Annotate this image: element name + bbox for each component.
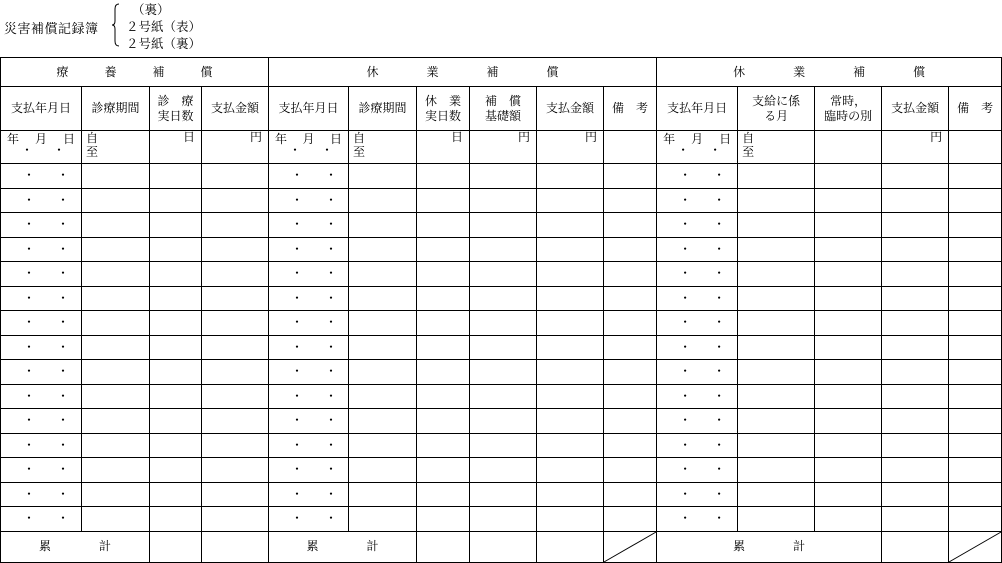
table-row [1, 507, 1002, 532]
table-cell[interactable] [537, 213, 604, 238]
table-cell[interactable] [82, 409, 150, 434]
date-cell[interactable]: ・・ [269, 433, 349, 458]
date-cell[interactable]: ・・ [1, 360, 82, 385]
table-cell[interactable] [470, 188, 537, 213]
table-cell[interactable] [417, 213, 470, 238]
table-cell[interactable] [815, 237, 882, 262]
table-cell[interactable] [882, 262, 949, 287]
table-cell[interactable] [949, 213, 1002, 238]
table-cell[interactable] [470, 384, 537, 409]
table-cell[interactable] [150, 507, 202, 532]
table-cell[interactable] [949, 237, 1002, 262]
date-cell[interactable]: ・・ [657, 213, 738, 238]
table-cell[interactable] [537, 335, 604, 360]
total-medical-days[interactable] [150, 531, 202, 562]
table-cell[interactable] [202, 188, 269, 213]
table-cell[interactable] [604, 482, 657, 507]
table-cell[interactable] [604, 164, 657, 189]
table-row [1, 213, 1002, 238]
section-medical: 療 養 補 償 [1, 58, 269, 87]
table-cell[interactable] [202, 482, 269, 507]
table-cell[interactable] [537, 311, 604, 336]
table-cell[interactable] [470, 311, 537, 336]
table-cell[interactable] [150, 286, 202, 311]
table-cell[interactable] [738, 262, 815, 287]
col-header-leave-1: 診療期間 [349, 87, 417, 131]
table-cell[interactable] [202, 335, 269, 360]
table-cell[interactable] [604, 286, 657, 311]
table-cell[interactable] [82, 262, 150, 287]
table-cell[interactable] [202, 286, 269, 311]
table-cell[interactable] [604, 409, 657, 434]
table-cell[interactable] [150, 164, 202, 189]
table-cell[interactable] [815, 507, 882, 532]
table-cell[interactable] [738, 409, 815, 434]
table-cell[interactable] [150, 360, 202, 385]
unit-row [1, 131, 1002, 164]
table-cell[interactable] [949, 164, 1002, 189]
table-row [1, 458, 1002, 483]
table-cell[interactable] [150, 213, 202, 238]
date-cell[interactable]: ・・ [269, 311, 349, 336]
total-label-leave: 累 計 [269, 531, 417, 562]
table-cell[interactable] [417, 311, 470, 336]
date-cell[interactable]: ・・ [657, 360, 738, 385]
total-leave2-remarks-diagonal [949, 531, 1002, 562]
table-cell[interactable] [82, 237, 150, 262]
date-cell[interactable]: ・・ [269, 237, 349, 262]
leave-period[interactable]: 自 至 [349, 131, 417, 164]
table-cell[interactable] [815, 360, 882, 385]
total-row [1, 531, 1002, 562]
table-cell[interactable] [537, 507, 604, 532]
table-cell[interactable] [738, 458, 815, 483]
table-cell[interactable] [150, 335, 202, 360]
date-cell[interactable]: ・・ [1, 237, 82, 262]
table-cell[interactable] [417, 482, 470, 507]
table-cell[interactable] [202, 237, 269, 262]
table-cell[interactable] [738, 237, 815, 262]
table-cell[interactable] [417, 164, 470, 189]
table-cell[interactable] [417, 237, 470, 262]
table-cell[interactable] [82, 507, 150, 532]
compensation-register-table [0, 57, 1002, 563]
medical-period[interactable]: 自 至 [82, 131, 150, 164]
table-cell[interactable] [815, 482, 882, 507]
table-cell[interactable] [604, 311, 657, 336]
leave2-pay-date[interactable]: 年 月 日 ・・ [657, 131, 738, 164]
table-cell[interactable] [417, 458, 470, 483]
col-header-leave2-0: 支払年月日 [657, 87, 738, 131]
table-cell[interactable] [470, 286, 537, 311]
table-cell[interactable] [202, 360, 269, 385]
table-row [1, 360, 1002, 385]
col-header-medical-2: 診 療 実日数 [150, 87, 202, 131]
table-cell[interactable] [82, 384, 150, 409]
table-cell[interactable] [202, 458, 269, 483]
table-cell[interactable] [738, 164, 815, 189]
date-cell[interactable]: ・・ [1, 335, 82, 360]
date-cell[interactable]: ・・ [1, 482, 82, 507]
table-cell[interactable] [82, 458, 150, 483]
col-header-leave2-1: 支給に係 る月 [738, 87, 815, 131]
table-cell[interactable] [738, 286, 815, 311]
date-cell[interactable]: ・・ [1, 433, 82, 458]
table-cell[interactable] [949, 384, 1002, 409]
date-cell[interactable]: ・・ [269, 286, 349, 311]
table-cell[interactable] [604, 262, 657, 287]
table-cell[interactable] [470, 213, 537, 238]
table-cell[interactable] [815, 384, 882, 409]
col-header-leave-4: 支払金額 [537, 87, 604, 131]
section-header-row [1, 58, 1002, 87]
date-cell[interactable]: ・・ [1, 213, 82, 238]
date-cell[interactable]: ・・ [1, 262, 82, 287]
date-cell[interactable]: ・・ [657, 409, 738, 434]
table-cell[interactable] [150, 262, 202, 287]
table-cell[interactable] [738, 188, 815, 213]
leave2-type[interactable] [815, 131, 882, 164]
table-cell[interactable] [470, 335, 537, 360]
table-cell[interactable] [82, 164, 150, 189]
table-cell[interactable] [470, 164, 537, 189]
table-cell[interactable] [882, 384, 949, 409]
table-cell[interactable] [949, 335, 1002, 360]
table-cell[interactable] [815, 311, 882, 336]
table-cell[interactable] [537, 237, 604, 262]
date-cell[interactable]: ・・ [657, 262, 738, 287]
table-cell[interactable] [882, 311, 949, 336]
table-cell[interactable] [882, 188, 949, 213]
date-cell[interactable]: ・・ [269, 164, 349, 189]
table-cell[interactable] [150, 482, 202, 507]
table-row [1, 311, 1002, 336]
table-row [1, 409, 1002, 434]
date-cell[interactable]: ・・ [657, 164, 738, 189]
table-cell[interactable] [470, 262, 537, 287]
table-cell[interactable] [815, 213, 882, 238]
col-header-medical-0: 支払年月日 [1, 87, 82, 131]
leave2-month[interactable]: 自 至 [738, 131, 815, 164]
col-header-leave-0: 支払年月日 [269, 87, 349, 131]
table-cell[interactable] [82, 213, 150, 238]
table-cell[interactable] [470, 360, 537, 385]
table-cell[interactable] [815, 458, 882, 483]
leave-days[interactable]: 日 [417, 131, 470, 164]
table-row [1, 237, 1002, 262]
table-cell[interactable] [537, 188, 604, 213]
table-row [1, 262, 1002, 287]
medical-amount[interactable]: 円 [202, 131, 269, 164]
date-cell[interactable]: ・・ [269, 360, 349, 385]
table-cell[interactable] [470, 409, 537, 434]
table-cell[interactable] [417, 286, 470, 311]
table-cell[interactable] [82, 286, 150, 311]
table-cell[interactable] [882, 507, 949, 532]
table-cell[interactable] [882, 360, 949, 385]
date-cell[interactable]: ・・ [657, 335, 738, 360]
table-cell[interactable] [949, 286, 1002, 311]
total-leave-base[interactable] [470, 531, 537, 562]
date-cell[interactable]: ・・ [269, 507, 349, 532]
date-cell[interactable]: ・・ [269, 188, 349, 213]
date-cell[interactable]: ・・ [269, 262, 349, 287]
table-cell[interactable] [949, 262, 1002, 287]
table-cell[interactable] [150, 409, 202, 434]
date-cell[interactable]: ・・ [269, 335, 349, 360]
medical-days[interactable]: 日 [150, 131, 202, 164]
table-cell[interactable] [202, 433, 269, 458]
table-cell[interactable] [417, 507, 470, 532]
table-row [1, 433, 1002, 458]
table-cell[interactable] [815, 409, 882, 434]
header-area [0, 0, 400, 56]
date-cell[interactable]: ・・ [657, 482, 738, 507]
table-cell[interactable] [815, 164, 882, 189]
table-cell[interactable] [202, 384, 269, 409]
table-row [1, 482, 1002, 507]
table-cell[interactable] [417, 360, 470, 385]
table-cell[interactable] [202, 409, 269, 434]
table-cell[interactable] [738, 311, 815, 336]
table-cell[interactable] [882, 237, 949, 262]
table-cell[interactable] [470, 458, 537, 483]
total-leave-days[interactable] [417, 531, 470, 562]
table-cell[interactable] [82, 360, 150, 385]
table-cell[interactable] [815, 335, 882, 360]
table-cell[interactable] [82, 482, 150, 507]
leave-base[interactable]: 円 [470, 131, 537, 164]
table-cell[interactable] [82, 335, 150, 360]
date-cell[interactable]: ・・ [1, 409, 82, 434]
total-label-leave2: 累 計 [657, 531, 882, 562]
document-title: 災害補償記録簿 [4, 22, 99, 37]
table-cell[interactable] [882, 286, 949, 311]
table-cell[interactable] [882, 433, 949, 458]
table-cell[interactable] [949, 482, 1002, 507]
variant-back: （裏） [132, 2, 170, 17]
table-cell[interactable] [470, 237, 537, 262]
col-header-leave-3: 補 償 基礎額 [470, 87, 537, 131]
col-header-leave-5: 備 考 [604, 87, 657, 131]
table-row [1, 188, 1002, 213]
col-header-leave2-3: 支払金額 [882, 87, 949, 131]
section-leave-2: 休 業 補 償 [657, 58, 1002, 87]
table-cell[interactable] [417, 262, 470, 287]
leave-amount[interactable]: 円 [537, 131, 604, 164]
table-cell[interactable] [470, 482, 537, 507]
table-cell[interactable] [815, 286, 882, 311]
table-cell[interactable] [537, 482, 604, 507]
table-cell[interactable] [949, 458, 1002, 483]
date-cell[interactable]: ・・ [269, 384, 349, 409]
col-header-medical-1: 診療期間 [82, 87, 150, 131]
table-cell[interactable] [604, 335, 657, 360]
table-cell[interactable] [202, 213, 269, 238]
date-cell[interactable]: ・・ [657, 507, 738, 532]
table-row [1, 384, 1002, 409]
date-cell[interactable]: ・・ [657, 384, 738, 409]
table-cell[interactable] [604, 360, 657, 385]
table-cell[interactable] [537, 262, 604, 287]
table-cell[interactable] [949, 409, 1002, 434]
table-cell[interactable] [882, 482, 949, 507]
table-cell[interactable] [949, 507, 1002, 532]
table-cell[interactable] [150, 188, 202, 213]
table-cell[interactable] [815, 433, 882, 458]
table-cell[interactable] [815, 188, 882, 213]
leave2-amount[interactable]: 円 [882, 131, 949, 164]
total-leave-remarks-diagonal [604, 531, 657, 562]
date-cell[interactable]: ・・ [269, 482, 349, 507]
col-header-medical-3: 支払金額 [202, 87, 269, 131]
table-cell[interactable] [150, 311, 202, 336]
table-cell[interactable] [537, 409, 604, 434]
date-cell[interactable]: ・・ [657, 286, 738, 311]
variant-form2-back: ２号紙（裏） [126, 36, 202, 51]
total-leave-amount[interactable] [537, 531, 604, 562]
leave2-remarks[interactable] [949, 131, 1002, 164]
table-cell[interactable] [882, 409, 949, 434]
total-medical-amount[interactable] [202, 531, 269, 562]
table-cell[interactable] [202, 164, 269, 189]
table-cell[interactable] [738, 482, 815, 507]
table-cell[interactable] [150, 237, 202, 262]
table-cell[interactable] [882, 458, 949, 483]
table-cell[interactable] [738, 335, 815, 360]
table-cell[interactable] [882, 213, 949, 238]
date-cell[interactable]: ・・ [269, 213, 349, 238]
table-cell[interactable] [604, 458, 657, 483]
table-cell[interactable] [470, 507, 537, 532]
table-cell[interactable] [882, 335, 949, 360]
date-cell[interactable]: ・・ [1, 286, 82, 311]
leave-remarks[interactable] [604, 131, 657, 164]
table-cell[interactable] [949, 360, 1002, 385]
total-leave2-amount[interactable] [882, 531, 949, 562]
table-cell[interactable] [82, 188, 150, 213]
date-cell[interactable]: ・・ [269, 458, 349, 483]
table-cell[interactable] [150, 458, 202, 483]
table-cell[interactable] [537, 384, 604, 409]
col-header-leave2-4: 備 考 [949, 87, 1002, 131]
table-cell[interactable] [604, 384, 657, 409]
table-cell[interactable] [82, 433, 150, 458]
table-cell[interactable] [417, 433, 470, 458]
table-cell[interactable] [150, 384, 202, 409]
table-cell[interactable] [738, 384, 815, 409]
table-row [1, 164, 1002, 189]
table-cell[interactable] [537, 458, 604, 483]
date-cell[interactable]: ・・ [1, 458, 82, 483]
table-cell[interactable] [949, 433, 1002, 458]
table-cell[interactable] [738, 213, 815, 238]
table-cell[interactable] [470, 433, 537, 458]
date-cell[interactable]: ・・ [269, 409, 349, 434]
brace-icon [112, 3, 120, 47]
date-cell[interactable]: ・・ [1, 311, 82, 336]
table-row [1, 286, 1002, 311]
table-cell[interactable] [417, 384, 470, 409]
total-label-medical: 累 計 [1, 531, 150, 562]
table-cell[interactable] [949, 188, 1002, 213]
col-header-leave-2: 休 業 実日数 [417, 87, 470, 131]
col-header-leave2-2: 常時， 臨時の別 [815, 87, 882, 131]
table-cell[interactable] [202, 262, 269, 287]
table-cell[interactable] [537, 433, 604, 458]
table-cell[interactable] [604, 507, 657, 532]
table-row [1, 335, 1002, 360]
table-cell[interactable] [604, 213, 657, 238]
section-leave: 休 業 補 償 [269, 58, 657, 87]
table-cell[interactable] [417, 188, 470, 213]
date-cell[interactable]: ・・ [657, 188, 738, 213]
date-cell[interactable]: ・・ [657, 458, 738, 483]
table-cell[interactable] [738, 433, 815, 458]
table-cell[interactable] [815, 262, 882, 287]
table-cell[interactable] [417, 409, 470, 434]
table-cell[interactable] [604, 433, 657, 458]
date-cell[interactable]: ・・ [657, 237, 738, 262]
table-cell[interactable] [537, 286, 604, 311]
table-cell[interactable] [202, 311, 269, 336]
medical-pay-date[interactable]: 年 月 日 ・・ [1, 131, 82, 164]
table-cell[interactable] [882, 164, 949, 189]
date-cell[interactable]: ・・ [657, 433, 738, 458]
table-cell[interactable] [150, 433, 202, 458]
date-cell[interactable]: ・・ [1, 384, 82, 409]
table-cell[interactable] [738, 360, 815, 385]
table-cell[interactable] [738, 507, 815, 532]
leave-pay-date[interactable]: 年 月 日 ・・ [269, 131, 349, 164]
table-cell[interactable] [417, 335, 470, 360]
date-cell[interactable]: ・・ [1, 507, 82, 532]
column-header-row [1, 87, 1002, 131]
table-cell[interactable] [949, 311, 1002, 336]
date-cell[interactable]: ・・ [1, 164, 82, 189]
variant-form2-front: ２号紙（表） [126, 19, 202, 34]
table-cell[interactable] [202, 507, 269, 532]
date-cell[interactable]: ・・ [1, 188, 82, 213]
table-cell[interactable] [604, 237, 657, 262]
table-cell[interactable] [537, 164, 604, 189]
date-cell[interactable]: ・・ [657, 311, 738, 336]
table-cell[interactable] [604, 188, 657, 213]
table-cell[interactable] [82, 311, 150, 336]
table-cell[interactable] [537, 360, 604, 385]
